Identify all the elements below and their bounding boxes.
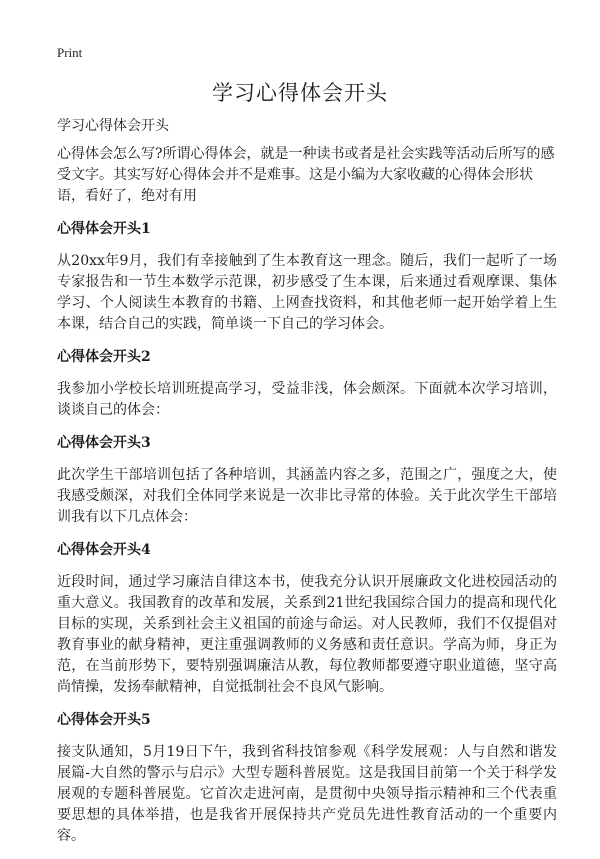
section-2	[57, 347, 557, 421]
section-heading: 心得体会开头1	[57, 221, 151, 237]
section-heading: 心得体会开头3	[57, 435, 151, 451]
intro-paragraph: 心得体会怎么写?所谓心得体会，就是一种读书或者是社会实践等活动后所写的感受文字。其实写好心得体会并不是难事。这是小编为大家收藏的心得体会形状语，看好了，绝对有用	[57, 146, 555, 204]
section-body: 此次学生干部培训包括了各种培训，其涵盖内容之多，范围之广，强度之大，使我感受颇深，对我们全体同学来说是一次非比寻常的体验。关于此次学生干部培训我有以下几点体会：	[57, 467, 557, 525]
section-body: 我参加小学校长培训班提高学习，受益非浅，体会颇深。下面就本次学习培训，谈谈自己的体会：	[57, 381, 557, 418]
section-body: 近段时间，通过学习廉洁自律这本书，使我充分认识开展廉政文化进校园活动的重大意义。我国教育的改革和发展，关系到21世纪我国综合国力的提高和现代化目标的实现，关系到社会主义祖国的前途与命运。对人民教师，我们不仅提倡对教育事业的献身精神，更注重强调教师的义务感和责任意识。学高为师，身正为范，在当前形势下，要特别强调廉洁从教，每位教师都要遵守职业道德，坚守高尚情操，发扬奉献精神，自觉抵制社会不良风气影响。	[57, 574, 557, 695]
print-link[interactable]: Print	[57, 45, 83, 60]
section-4	[57, 540, 557, 698]
document-content	[57, 116, 557, 859]
document-subtitle: 学习心得体会开头	[57, 118, 169, 134]
section-3	[57, 433, 557, 528]
section-heading: 心得体会开头2	[57, 349, 151, 365]
section-body: 从20xx年9月，我们有幸接触到了生本教育这一理念。随后，我们一起听了一场专家报告和一节生本数学示范课，初步感受了生本课，后来通过看观摩课、集体学习、个人阅读生本教育的书籍、上网查找资料，和其他老师一起开始学着上生本课，结合自己的实践，简单谈一下自己的学习体会。	[57, 253, 557, 332]
section-heading: 心得体会开头4	[57, 542, 151, 558]
page-title: 学习心得体会开头	[212, 81, 388, 105]
section-body: 接支队通知，5月19日下午，我到省科技馆参观《科学发展观：人与自然和谐发展篇-大自然的警示与启示》大型专题科普展览。这是我国目前第一个关于科学发展观的专题科普展览。它首次走进河南，是贯彻中央领导指示精神和三个代表重要思想的具体举措，也是我省开展保持共产党员先进性教育活动的一个重要内容。	[57, 744, 557, 844]
section-5	[57, 710, 557, 847]
section-1	[57, 219, 557, 335]
section-heading: 心得体会开头5	[57, 712, 151, 728]
